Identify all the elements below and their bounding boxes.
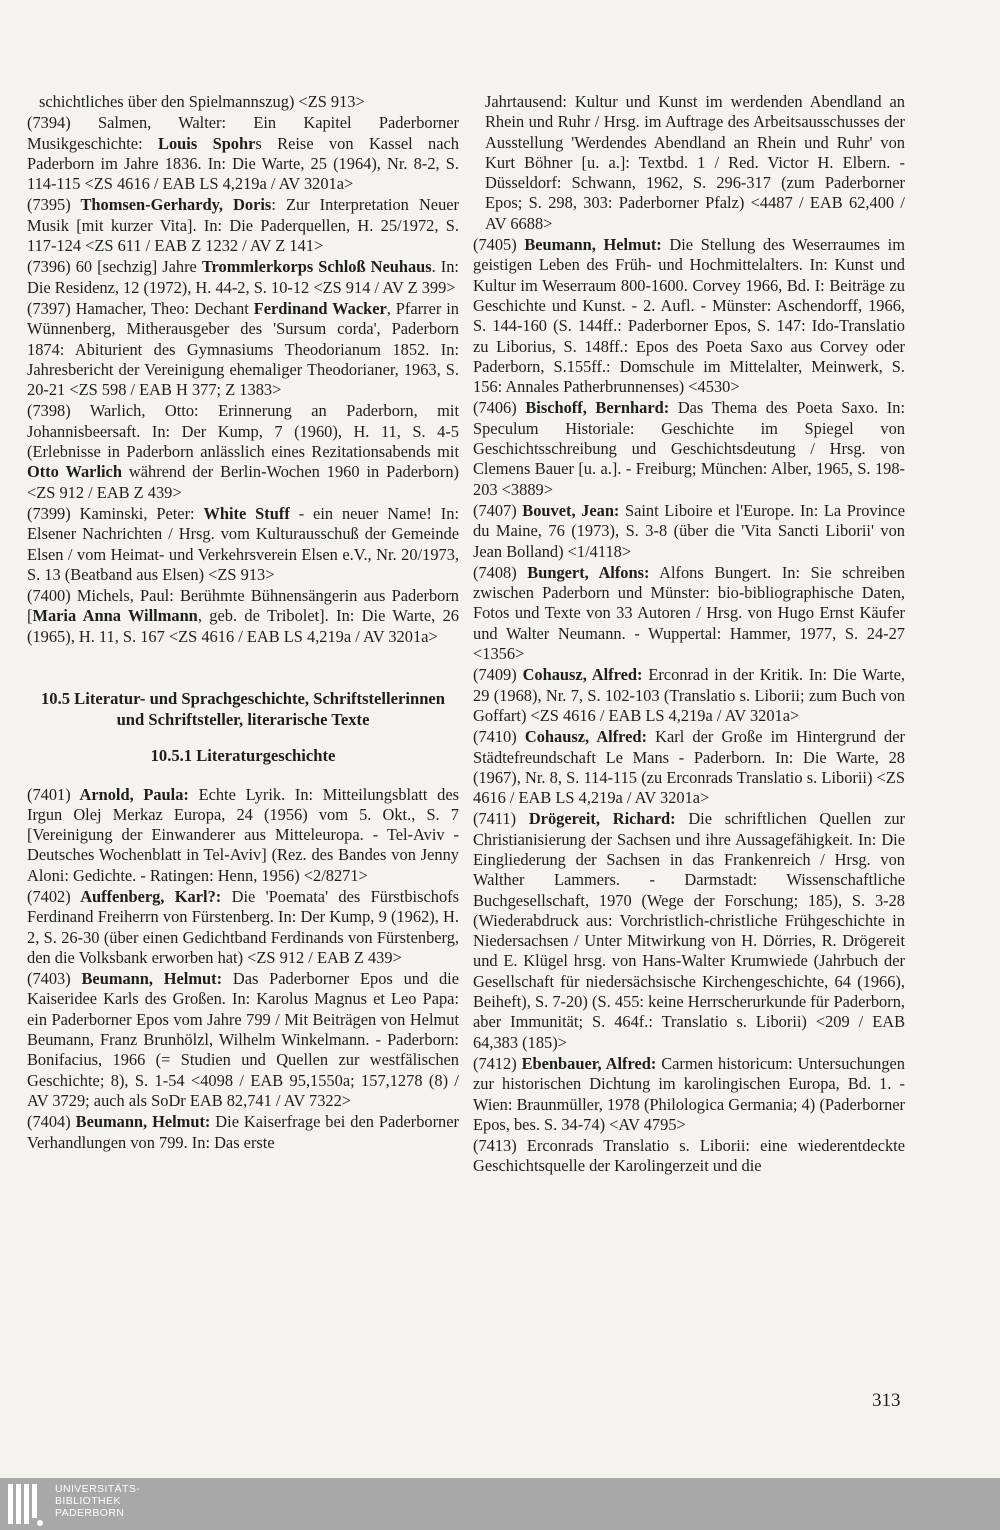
page-number: 313 bbox=[872, 1390, 901, 1411]
left-column bbox=[27, 92, 459, 1154]
entry-7396: (7396) 60 [sechzig] Jahre Trommlerkorps Schloß Neuhaus. In: Die Residenz, 12 (1972), H. 44-2, S. 10-12 <ZS 914 / AV Z 399> bbox=[27, 257, 459, 297]
entry-7412: (7412) Ebenbauer, Alfred: Carmen historicum: Untersuchungen zur historischen Dichtung im karolingischen Europa, Bd. 1. - Wien: Braunmüller, 1978 (Philologica Germania; 4) (Paderborner Epos, bes. S. 34-74) <AV 4795> bbox=[473, 1053, 905, 1134]
subsection-heading: 10.5.1 Literaturgeschichte bbox=[150, 746, 336, 766]
entry-7406: (7406) Bischoff, Bernhard: Das Thema des Poeta Saxo. In: Speculum Historiale: Geschichte im Spiegel von Geschichtsschreibung und Geschichtsdeutung / Hrsg. von Clemens Bauer [u. a.]. - Freiburg; München: Alber, 1965, S. 198-203 <3889> bbox=[473, 398, 905, 499]
continuation-text: Jahrtausend: Kultur und Kunst im werdenden Abendland an Rhein und Ruhr / Hrsg. im Auftrage des Arbeitsausschusses der Ausstellung 'Werdendes Abendland an Rhein und Ruhr' von Kurt Böhner [u. a.]: Textbd. 1 / Red. Victor H. Elbern. - Düsseldorf: Schwann, 1962, S. 296-317 (zum Paderborner Epos; S. 298, 303: Paderborner Pfalz) <4487 / EAB 62,400 / AV 6688> bbox=[485, 92, 905, 233]
entry-7400: (7400) Michels, Paul: Berühmte Bühnensängerin aus Paderborn [Maria Anna Willmann, geb. de Tribolet]. In: Die Warte, 26 (1965), H. 11, S. 167 <ZS 4616 / EAB LS 4,219a / AV 3201a> bbox=[27, 586, 459, 646]
continuation-text: schichtliches über den Spielmannszug) <ZS 913> bbox=[39, 92, 365, 111]
entry-7411: (7411) Drögereit, Richard: Die schriftlichen Quellen zur Christianisierung der Sachsen und ihre Aussagefähigkeit. In: Die Eingliederung der Sachsen in das Frankenreich / Hrsg. von Walther Lammers. - Darmstadt: Wissenschaftliche Buchgesellschaft, 1970 (Wege der Forschung; 185), S. 3-28 (Wiederabdruck aus: Vorchristlich-christliche Frühgeschichte in Niedersachsen / Unter Mitwirkung von H. Dörries, R. Drögereit und E. Klügel hrsg. von Hans-Walter Krumwiede (Jahrbuch der Gesellschaft für niedersächsische Kirchengeschichte, 64 (1966), Beiheft), S. 7-20) (S. 455: keine Herrscherurkunde für Paderborn, aber Immunität; S. 464f.: Translatio s. Liborii) <209 / EAB 64,383 (185)> bbox=[473, 809, 905, 1052]
entry-7408: (7408) Bungert, Alfons: Alfons Bungert. In: Sie schreiben zwischen Paderborn und Münster: bio-bibliographische Daten, Fotos und Texte von 33 Autoren / Hrsg. von Hugo Ernst Käufer und Walter Neumann. - Wuppertal: Hammer, 1977, S. 24-27 <1356> bbox=[473, 562, 905, 664]
entry-7397: (7397) Hamacher, Theo: Dechant Ferdinand Wacker, Pfarrer in Wünnenberg, Mitherausgeber des 'Sursum corda', Paderborn 1874: Abiturient des Gymnasiums Theodorianum 1852. In: Jahresbericht der Vereinigung ehemaliger Theodorianer, 1963, S. 20-21 <ZS 598 / EAB H 377; Z 1383> bbox=[27, 298, 459, 400]
section-heading: 10.5 Literatur- und Sprachgeschichte, Schriftstellerinnen und Schriftsteller, literarische Texte bbox=[40, 689, 446, 729]
entry-7409: (7409) Cohausz, Alfred: Erconrad in der Kritik. In: Die Warte, 29 (1968), Nr. 7, S. 102-103 (Translatio s. Liborii; zum Buch von Goffart) <ZS 4616 / EAB LS 4,219a / AV 3201a> bbox=[473, 665, 905, 725]
entry-7413: (7413) Erconrads Translatio s. Liborii: eine wiederentdeckte Geschichtsquelle der Karolingerzeit und die bbox=[473, 1136, 905, 1176]
entry-7402: (7402) Auffenberg, Karl?: Die 'Poemata' des Fürstbischofs Ferdinand Freiherrn von Fürstenberg. In: Der Kump, 9 (1962), H. 2, S. 26-30 (über einen Gedichtband Ferdinands von Fürstenberg, den die Volksbank erworben hat) <ZS 912 / EAB Z 439> bbox=[27, 887, 459, 967]
entry-7407: (7407) Bouvet, Jean: Saint Liboire et l'Europe. In: La Province du Maine, 76 (1973), S. 3-8 (über die 'Vita Sancti Liborii' von Jean Bolland) <1/4118> bbox=[473, 500, 905, 561]
entry-7401: (7401) Arnold, Paula: Echte Lyrik. In: Mitteilungsblatt des Irgun Olej Merkaz Europa, 24 (1956) vom 5. Okt., S. 7 [Vereinigung der Einwanderer aus Mitteleuropa. - Tel-Aviv - Deutsches Wochenblatt in Tel-Aviv] (Rez. des Bandes von Jenny Aloni: Gedichte. - Ratingen: Henn, 1956) <2/8271> bbox=[27, 784, 459, 885]
right-column bbox=[473, 92, 905, 1178]
entry-7404: (7404) Beumann, Helmut: Die Kaiserfrage bei den Paderborner Verhandlungen von 799. In: Das erste bbox=[27, 1112, 459, 1152]
library-name: UNIVERSITÄTS- BIBLIOTHEK PADERBORN bbox=[55, 1483, 141, 1519]
entry-7405: (7405) Beumann, Helmut: Die Stellung des Weserraumes im geistigen Leben des Früh- und Hochmittelalters. In: Kunst und Kultur im Weserraum 800-1600. Corvey 1966, Bd. I: Beiträge zu Geschichte und Kunst. - 2. Aufl. - Münster: Aschendorff, 1966, S. 144-160 (S. 144ff.: Paderborner Epos, S. 147: Ido-Translatio zu Liborius, S. 148ff.: Epos des Poeta Saxo aus Corvey oder Paderborn, S.155ff.: Domschule im Mittelalter, Meinwerk, S. 156: Annales Patherbrunnenses) <4530> bbox=[473, 235, 905, 397]
entry-7403: (7403) Beumann, Helmut: Das Paderborner Epos und die Kaiseridee Karls des Großen. In: Karolus Magnus et Leo Papa: ein Paderborner Epos vom Jahre 799 / Mit Beiträgen von Helmut Beumann, Franz Brunhölzl, Wilhelm Winkelmann. - Paderborn: Bonifacius, 1966 (= Studien und Quellen zur westfälischen Geschichte; 8), S. 1-54 <4098 / EAB 95,1550a; 157,1278 (8) / AV 3729; auch als SoDr EAB 82,741 / AV 7322> bbox=[27, 969, 459, 1110]
library-footer-bar bbox=[0, 1478, 1000, 1530]
entry-7394: (7394) Salmen, Walter: Ein Kapitel Paderborner Musikgeschichte: Louis Spohrs Reise von Kassel nach Paderborn im Jahre 1836. In: Die Warte, 25 (1964), Nr. 8-2, S. 114-115 <ZS 4616 / EAB LS 4,219a / AV 3201a> bbox=[27, 113, 459, 194]
entry-7399: (7399) Kaminski, Peter: White Stuff - ein neuer Name! In: Elsener Nachrichten / Hrsg. vom Kulturausschuß der Gemeinde Elsen / vom Heimat- und Verkehrsverein Elsen e.V., Nr. 20/1973, S. 13 (Beatband aus Elsen) <ZS 913> bbox=[27, 503, 459, 584]
entry-7398: (7398) Warlich, Otto: Erinnerung an Paderborn, mit Johannisbeersaft. In: Der Kump, 7 (1960), H. 11, S. 4-5 (Erlebnisse in Paderborn anlässlich eines Rezitationsabends mit Otto Warlich während der Berlin-Wochen 1960 in Paderborn) <ZS 912 / EAB Z 439> bbox=[27, 401, 459, 502]
library-logo-icon bbox=[8, 1484, 48, 1524]
entry-7395: (7395) Thomsen-Gerhardy, Doris: Zur Interpretation Neuer Musik [mit kurzer Vita]. In: Die Paderquellen, H. 25/1972, S. 117-124 <ZS 611 / EAB Z 1232 / AV Z 141> bbox=[27, 195, 459, 256]
entry-7410: (7410) Cohausz, Alfred: Karl der Große im Hintergrund der Städtefreundschaft Le Mans - Paderborn. In: Die Warte, 28 (1967), Nr. 8, S. 114-115 (zu Erconrads Translatio s. Liborii) <ZS 4616 / EAB LS 4,219a / AV 3201a> bbox=[473, 727, 905, 808]
